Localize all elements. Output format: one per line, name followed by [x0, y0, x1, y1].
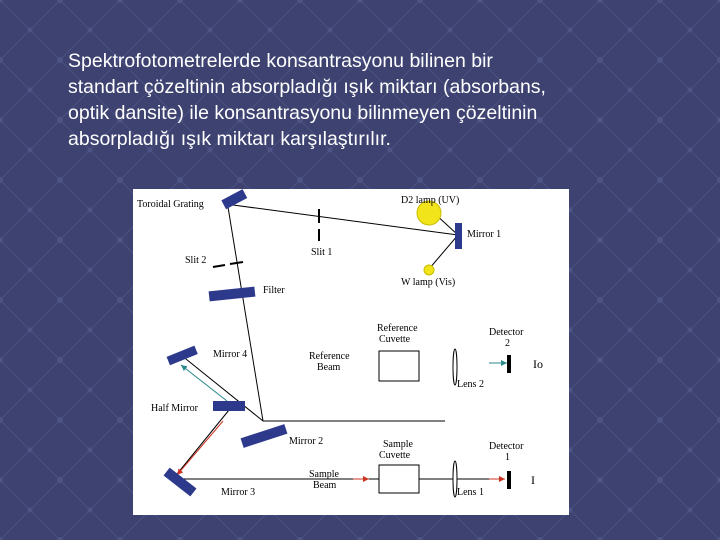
sample-beam-arrow-left: [177, 421, 223, 475]
label-slit-1: Slit 1: [311, 247, 333, 258]
label-w-lamp: W lamp (Vis): [401, 277, 456, 288]
label-io: Io: [533, 357, 543, 371]
label-half-mirror: Half Mirror: [151, 403, 198, 414]
half-mirror: [213, 401, 245, 411]
paragraph-line: standart çözeltinin absorpladığı ışık miktarı (absorbans,: [68, 76, 546, 98]
paragraph-line: absorpladığı ışık miktarı karşılaştırılır.: [68, 128, 391, 150]
reference-cuvette: [379, 351, 419, 381]
paragraph-line: Spektrofotometrelerde konsantrasyonu bilinen bir: [68, 50, 493, 72]
label-mirror-3: Mirror 3: [221, 487, 256, 498]
label-sample-beam: Sample Beam: [309, 469, 339, 491]
mirror-2: [241, 424, 288, 448]
detector-2: [507, 355, 511, 373]
label-d2-lamp: D2 lamp (UV): [401, 195, 460, 206]
spectrophotometer-diagram: [133, 189, 569, 515]
mirror-1: [455, 223, 462, 249]
label-mirror-4: Mirror 4: [213, 349, 248, 360]
label-reference-cuvette: Reference Cuvette: [377, 323, 418, 345]
mirror-4: [167, 346, 198, 366]
label-sample-cuvette: Sample Cuvette: [379, 439, 413, 461]
label-mirror-2: Mirror 2: [289, 436, 324, 447]
diagram-svg: [133, 189, 569, 515]
label-detector-1: Detector 1: [489, 441, 524, 463]
reference-beam-arrow: [181, 365, 227, 401]
detector-1: [507, 471, 511, 489]
label-toroidal-grating: Toroidal Grating: [137, 199, 204, 210]
w-lamp: [424, 265, 434, 275]
label-detector-2: Detector 2: [489, 327, 524, 349]
sample-cuvette: [379, 465, 419, 493]
paragraph-line: optik dansite) ile konsantrasyonu bilinmeyen çözeltinin: [68, 102, 538, 124]
filter: [209, 287, 256, 302]
label-lens-2: Lens 2: [457, 379, 484, 390]
label-i: I: [531, 473, 535, 487]
slit-2: [213, 265, 225, 267]
label-filter: Filter: [263, 285, 285, 296]
slide-paragraph: [68, 48, 688, 152]
label-slit-2: Slit 2: [185, 255, 207, 266]
label-reference-beam: Reference Beam: [309, 351, 350, 373]
label-lens-1: Lens 1: [457, 487, 484, 498]
label-mirror-1: Mirror 1: [467, 229, 502, 240]
